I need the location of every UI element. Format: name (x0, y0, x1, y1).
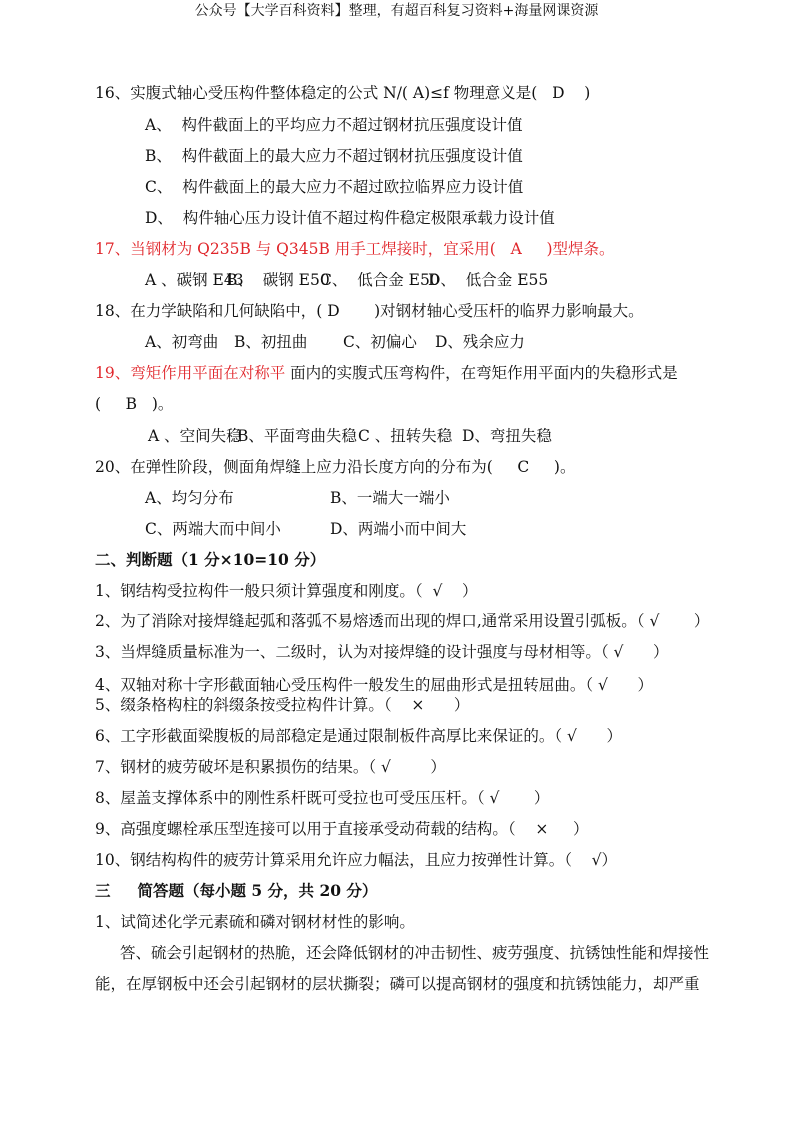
q20-option-a: A、均匀分布 (145, 489, 234, 507)
q17-option-c: C、 低合金 E50 (320, 271, 440, 289)
q17-option-d: D、 低合金 E55 (428, 271, 549, 289)
q17-option-a: A 、碳钢 E43 (145, 271, 244, 289)
judgment-item: 6、工字形截面梁腹板的局部稳定是通过限制板件高厚比来保证的。（ √ ） (95, 727, 622, 745)
question-19 (95, 363, 678, 383)
question-16: 16、实腹式轴心受压构件整体稳定的公式 N/( A)≤f 物理意义是( D ) (95, 84, 591, 102)
q19-option-c: C 、扭转失稳 (358, 427, 453, 445)
section-3-title: 三 简答题（每小题 5 分，共 20 分） (95, 881, 378, 900)
q16-option-c: C、 构件截面上的最大应力不超过欧拉临界应力设计值 (145, 178, 524, 196)
q18-option-d: D、残余应力 (435, 333, 525, 351)
answer-line: 答、硫会引起钢材的热脆，还会降低钢材的冲击韧性、疲劳强度、抗锈蚀性能和焊接性 (120, 944, 710, 962)
judgment-item: 4、双轴对称十字形截面轴心受压构件一般发生的屈曲形式是扭转屈曲。（ √ ） (95, 676, 653, 694)
q17-option-b: B、 碳钢 E50 (226, 271, 330, 289)
question-20: 20、在弹性阶段，侧面角焊缝上应力沿长度方向的分布为( C )。 (95, 458, 576, 476)
q16-option-b: B、 构件截面上的最大应力不超过钢材抗压强度设计值 (145, 147, 523, 165)
judgment-item: 7、钢材的疲劳破坏是积累损伤的结果。（ √ ） (95, 758, 446, 776)
q18-option-a: A、初弯曲 (145, 333, 219, 351)
q20-option-c: C、两端大而中间小 (145, 520, 281, 538)
judgment-item: 8、屋盖支撑体系中的刚性系杆既可受拉也可受压压杆。（ √ ） (95, 789, 550, 807)
answer-line: 能，在厚钢板中还会引起钢材的层状撕裂；磷可以提高钢材的强度和抗锈蚀能力，却严重 (95, 975, 700, 993)
judgment-item: 1、钢结构受拉构件一般只须计算强度和刚度。（ √ ） (95, 582, 478, 600)
question-18: 18、在力学缺陷和几何缺陷中，( D )对钢材轴心受压杆的临界力影响最大。 (95, 302, 644, 320)
q19-stem-rest: 面内的实腹式压弯构件，在弯矩作用平面内的失稳形式是 (285, 364, 678, 382)
judgment-item: 10、钢结构构件的疲劳计算采用允许应力幅法，且应力按弹性计算。（ √） (95, 851, 618, 869)
judgment-item: 5、缀条格构柱的斜缀条按受拉构件计算。（ × ） (95, 696, 470, 714)
q19-answer: ( B )。 (95, 395, 174, 413)
q19-stem-highlight: 19、弯矩作用平面在对称平 (95, 364, 286, 382)
q19-option-a: A 、空间失稳 (148, 427, 242, 445)
judgment-item: 9、高强度螺栓承压型连接可以用于直接承受动荷载的结构。（ × ） (95, 820, 589, 838)
q16-option-a: A、 构件截面上的平均应力不超过钢材抗压强度设计值 (145, 116, 523, 134)
q19-option-d: D、弯扭失稳 (462, 427, 552, 445)
q18-option-b: B、初扭曲 (234, 333, 308, 351)
q20-option-b: B、一端大一端小 (330, 489, 450, 507)
q20-option-d: D、两端小而中间大 (330, 520, 467, 538)
question-17: 17、当钢材为 Q235B 与 Q345B 用手工焊接时，宜采用( A )型焊条。 (95, 240, 615, 258)
q18-option-c: C、初偏心 (343, 333, 417, 351)
judgment-item: 3、当焊缝质量标准为一、二级时，认为对接焊缝的设计强度与母材相等。（ √ ） (95, 643, 669, 661)
q19-option-b: B、平面弯曲失稳 (237, 427, 357, 445)
page-header: 公众号【大学百科资料】整理，有超百科复习资料+海量网课资源 (194, 3, 599, 19)
short-answer-question-1: 1、试简述化学元素硫和磷对钢材材性的影响。 (95, 913, 415, 931)
section-2-title: 二、判断题（1 分×10=10 分） (95, 550, 326, 569)
q16-option-d: D、 构件轴心压力设计值不超过构件稳定极限承载力设计值 (145, 209, 555, 227)
judgment-item: 2、为了消除对接焊缝起弧和落弧不易熔透而出现的焊口,通常采用设置引弧板。（ √ ） (95, 612, 710, 630)
